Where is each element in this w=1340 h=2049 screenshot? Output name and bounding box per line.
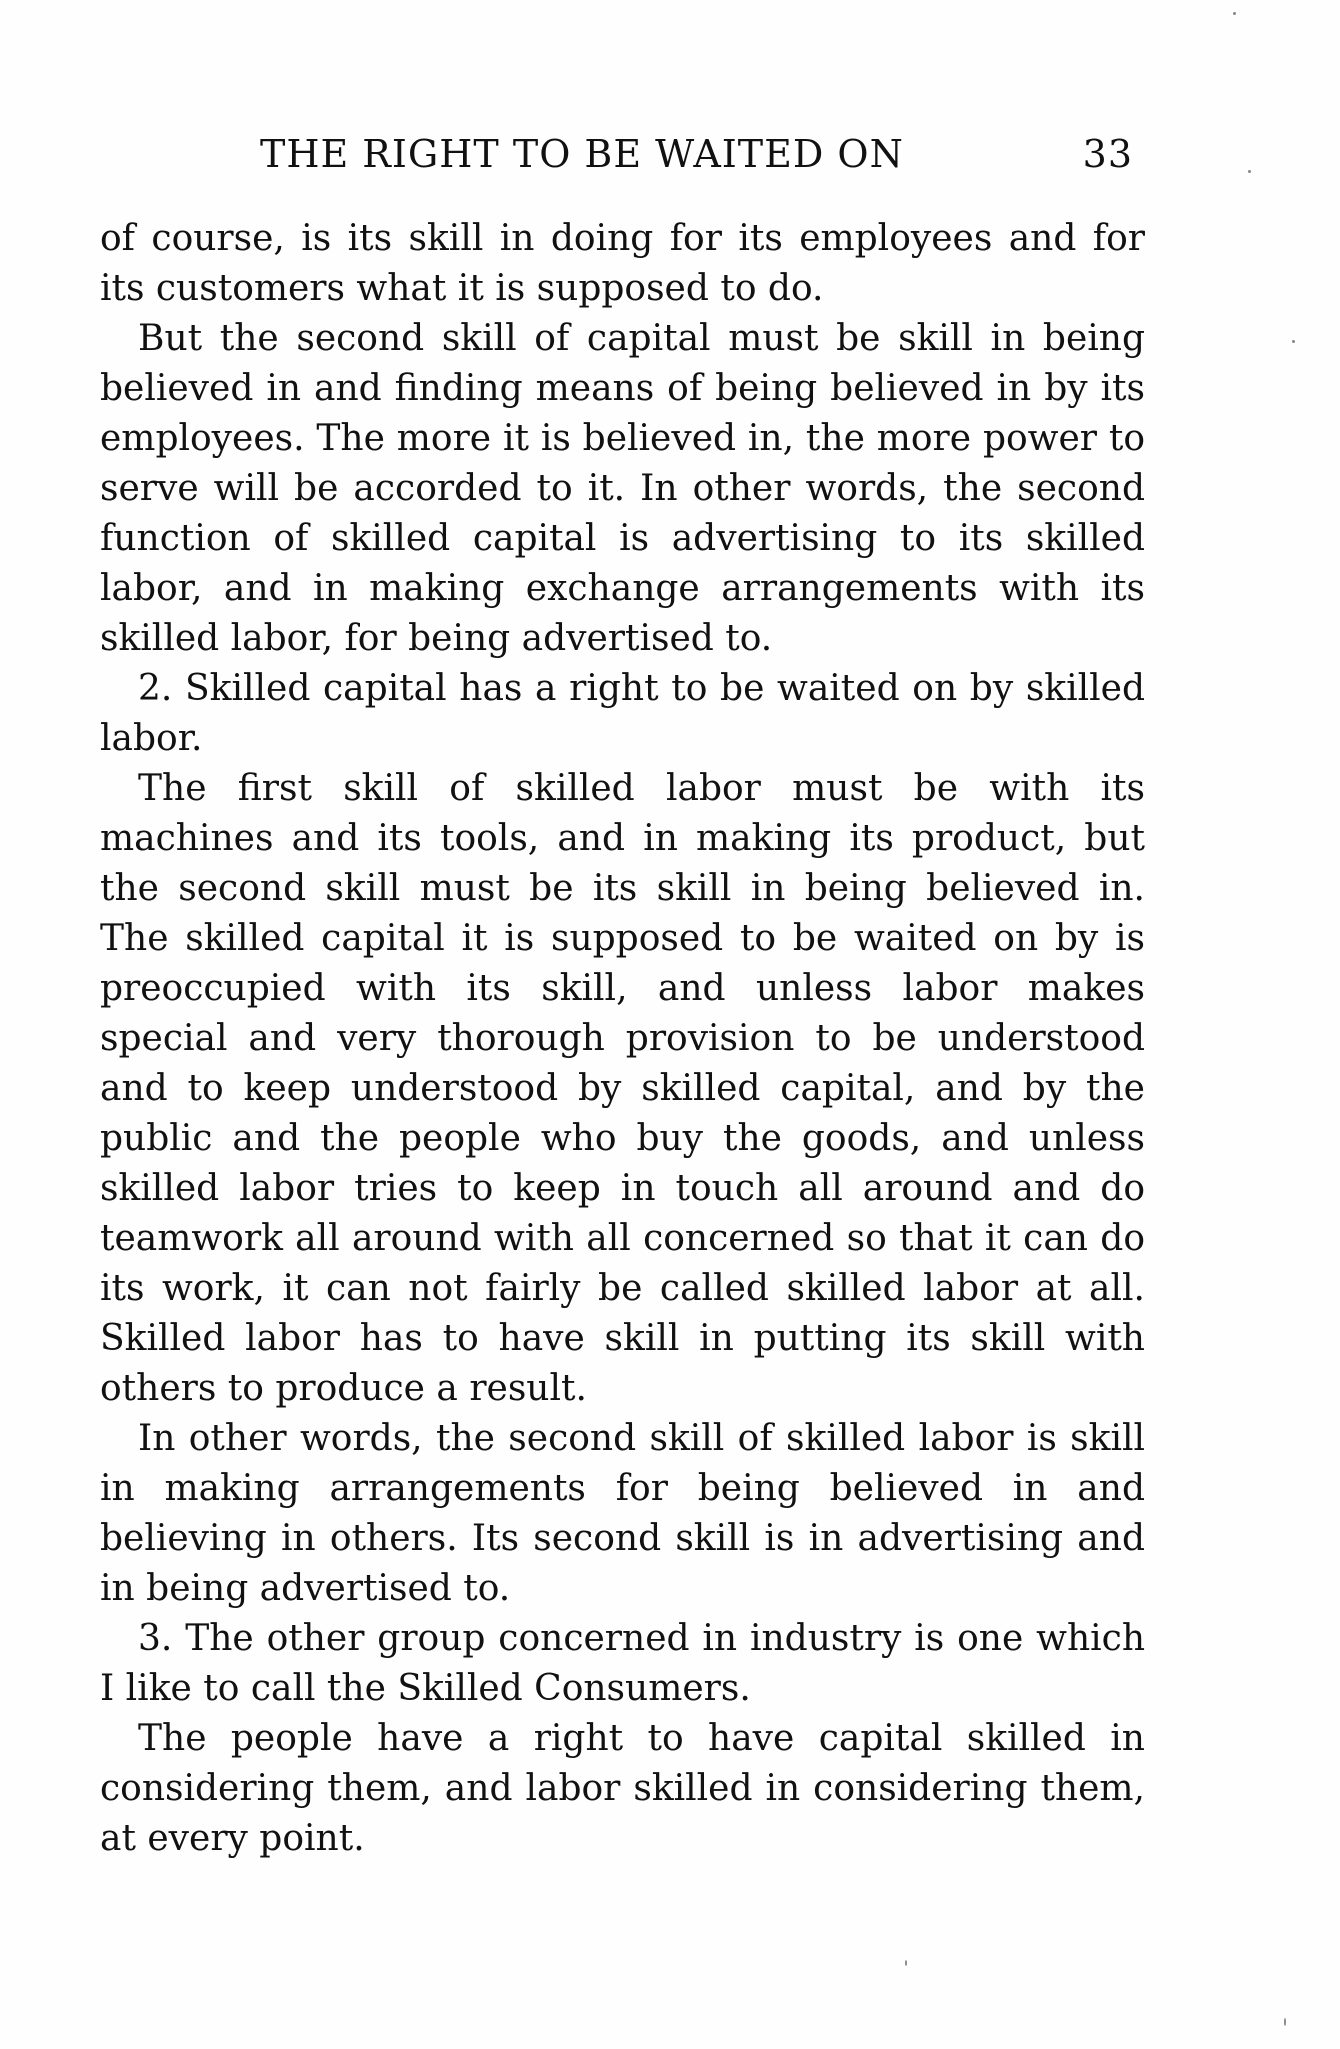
paragraph-continued: of course, is its skill in doing for its employees and for its customers what it is supposed to do. bbox=[100, 218, 1145, 309]
body-text bbox=[100, 214, 1145, 1864]
paper-speck bbox=[1292, 340, 1295, 343]
paragraph: In other words, the second skill of skilled labor is skill in making arrangements for being believed in and believing in others. Its second skill is in advertising and in being advertised to. bbox=[100, 1418, 1145, 1609]
paragraph-numbered: 2. Skilled capital has a right to be waited on by skilled labor. bbox=[100, 668, 1145, 759]
paper-speck bbox=[1284, 2018, 1286, 2026]
running-head bbox=[100, 132, 1145, 192]
paragraph-numbered: 3. The other group concerned in industry is one which I like to call the Skilled Consumers. bbox=[100, 1618, 1145, 1709]
paragraph: But the second skill of capital must be skill in being believed in and finding means of being believed in by its employees. The more it is believed in, the more power to serve will be accorded to it. In other words, the second function of skilled capital is advertising to its skilled labor, and in making exchange arrangements with its skilled labor, for being advertised to. bbox=[100, 318, 1145, 659]
paragraph: The first skill of skilled labor must be with its machines and its tools, and in making its product, but the second skill must be its skill in being believed in. The skilled capital it is supposed to be waited on by is preoccupied with its skill, and unless labor makes special and very thorough provision to be understood and to keep understood by skilled capital, and by the public and the people who buy the goods, and unless skilled labor tries to keep in touch all around and do teamwork all around with all concerned so that it can do its work, it can not fairly be called skilled labor at all. Skilled labor has to have skill in putting its skill with others to produce a result. bbox=[100, 768, 1145, 1409]
paper-speck bbox=[1233, 12, 1236, 15]
page-number: 33 bbox=[1082, 132, 1133, 176]
paper-speck bbox=[1248, 170, 1251, 173]
running-title: THE RIGHT TO BE WAITED ON bbox=[260, 132, 904, 176]
paper-speck bbox=[905, 1960, 907, 1966]
paragraph: The people have a right to have capital skilled in considering them, and labor skilled in considering them, at every point. bbox=[100, 1718, 1145, 1859]
